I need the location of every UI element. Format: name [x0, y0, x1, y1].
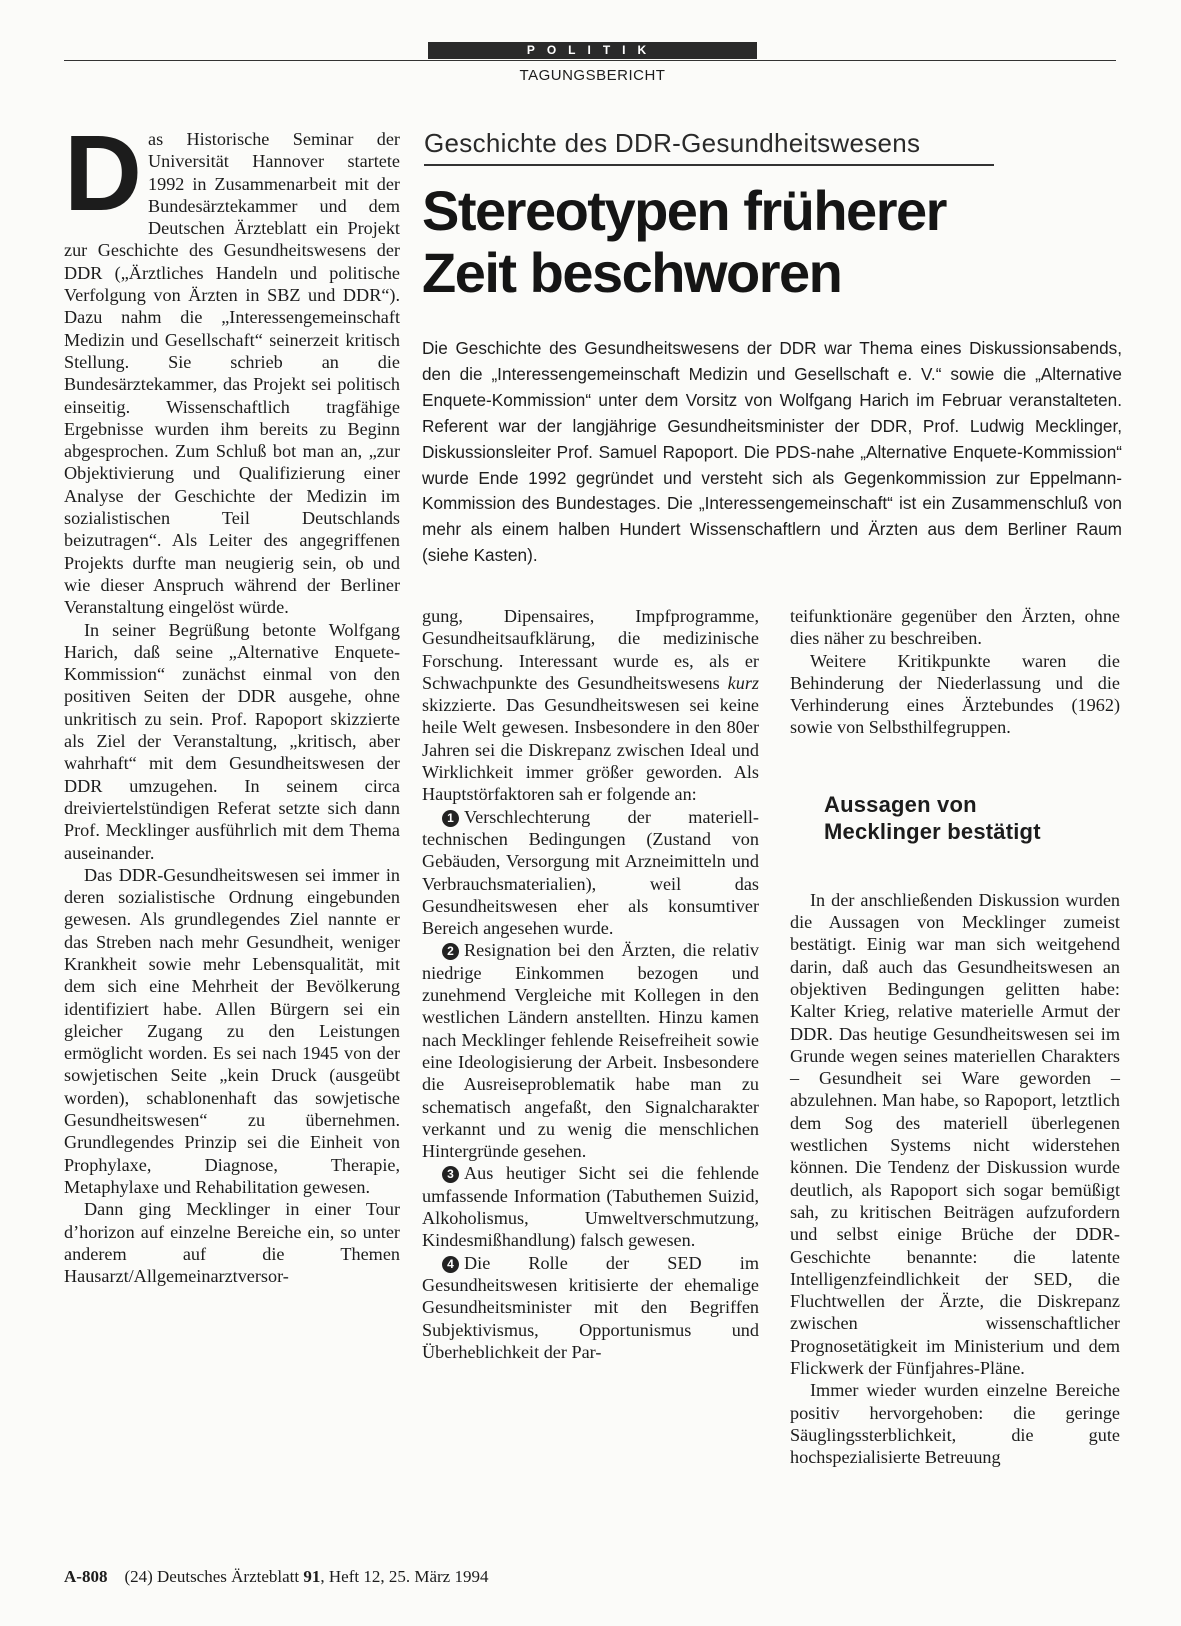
number-badge: 4 [442, 1256, 459, 1273]
paragraph: Das DDR-Gesundheitswesen sei immer in deren sozialistische Ordnung eingebunden gewesen. Als grundlegendes Ziel nannte er das Streben nach mehr Gesundheit, weniger Krankheit sowie mehr Lebensqualität, mit dem sich eine Mehrheit der Bevölkerung identifiziert habe. Allen Bürgern sei ein gleicher Zugang zu den Leistungen ermöglicht worden. Es sei nach 1945 von der sowjetischen Seite „kein Druck (ausgeübt worden), schablonenhaft das sowjetische Gesundheitswesen“ zu übernehmen. Grundlegendes Prinzip sei die Einheit von Prophylaxe, Diagnose, Therapie, Metaphylaxe und Rehabilitation gewesen. [64, 864, 400, 1197]
number-badge: 3 [442, 1166, 459, 1183]
column-1 [64, 112, 400, 1287]
drop-cap: D [64, 112, 140, 233]
number-badge: 2 [442, 943, 459, 960]
headline-line-2: Zeit beschworen [422, 241, 842, 304]
paragraph-text: skizzierte. Das Gesundheitswesen sei keine heile Welt gewesen. Insbesondere in den 80er Jahren sei die Diskrepanz zwischen Ideal und Wirklichkeit immer größer geworden. Als Hauptstörfaktoren sah er folgende an: [422, 695, 759, 805]
paragraph [422, 605, 759, 806]
subsection-label: TAGUNGSBERICHT [519, 67, 666, 84]
paragraph: In seiner Begrüßung betonte Wolfgang Harich, daß seine „Alternative Enquete-Kommission“ zunächst einmal von den positiven Seiten der DDR ausgehe, ohne unkritisch zu sein. Prof. Rapoport skizzierte als Ziel der Veranstaltung, „kritisch, aber wahrhaft“ mit dem Gesundheitswesen der DDR umzugehen. In seinem circa dreiviertelstündigen Referat setzte sich dann Prof. Mecklinger ausführlich mit dem Thema auseinander. [64, 619, 400, 863]
list-item [422, 806, 759, 940]
column-2 [422, 605, 759, 1363]
list-item [422, 1162, 759, 1251]
list-item-text: Die Rolle der SED im Gesundheitswesen kritisierte der ehemalige Gesundheitsminister mit den Begriffen Subjektivismus, Opportunismus und Überheblichkeit der Par- [422, 1252, 759, 1362]
list-item-text: Aus heutiger Sicht sei die fehlende umfassende Information (Tabuthemen Suizid, Alkoholismus, Umweltverschmutzung, Kindesmißhandlung) falsch gewesen. [422, 1163, 759, 1251]
number-badge: 1 [442, 810, 459, 827]
lead-paragraph: Die Geschichte des Gesundheitswesens der DDR war Thema eines Diskussionsabends, den die „Interessengemeinschaft Medizin und Gesellschaft e. V.“ sowie die „Alternative Enquete-Kommission“ unter dem Vorsitz von Wolfgang Harich im Februar veranstalteten. Referent war der langjährige Gesundheitsminister der DDR, Prof. Ludwig Mecklinger, Diskussionsleiter Prof. Samuel Rapoport. Die PDS-nahe „Alternative Enquete-Kommission“ wurde Ende 1992 gegründet und versteht sich als Gegenkommission zur Eppelmann-Kommission des Bundestages. Die „Interessengemeinschaft“ ist ein Zusammenschluß von mehr als einem halben Hundert Wissenschaftlern und Ärzten aus dem Berliner Raum (siehe Kasten). [422, 338, 1122, 566]
paragraph: In der anschließenden Diskussion wurden die Aussagen von Mecklinger zumeist bestätigt. Einig war man sich weitgehend darin, daß auch das Gesundheitswesen an objektiven Bedingungen gelitten habe: Kalter Krieg, relative materielle Armut der DDR. Das heutige Gesundheitswesen sei im Grunde wegen seines materiellen Charakters – Gesundheit sei Ware geworden – abzulehnen. Man habe, so Rapoport, letztlich dem Sog des materiell überlegenen westlichen Systems nicht widerstehen können. Die Tendenz der Diskussion wurde deutlich, als Rapoport sich sogar bemüßigt sah, zu kritischen Beiträgen aufzufordern und selbst einige Brüche der DDR-Geschichte benannte: die latente Intelligenzfeindlichkeit der SED, die Fluchtwellen der Ärzte, die Diskrepanz zwischen wissenschaftlicher Prognosetätigkeit im Ministerium und dem Flickwerk der Fünfjahres-Pläne. [790, 889, 1120, 1379]
page-footer [64, 1567, 488, 1587]
paragraph: Immer wieder wurden einzelne Bereiche positiv hervorgehoben: die geringe Säuglingssterblichkeit, die gute hochspezialisierte Betreuung [790, 1380, 1120, 1468]
volume: 91 [303, 1567, 321, 1586]
list-item-text: Verschlechterung der materiell-technischen Bedingungen (Zustand von Gebäuden, Versorgung mit Arzneimitteln und Verbrauchsmaterialien), weil das Gesundheitswesen eher als konsumtiver Bereich angesehen wurde. [422, 806, 759, 939]
article-kicker: Geschichte des DDR-Gesundheitswesens [424, 128, 921, 158]
paragraph: teifunktionäre gegenüber den Ärzten, ohne dies näher zu beschreiben. [790, 606, 1120, 649]
list-item-text: Resignation bei den Ärzten, die relativ niedrige Einkommen bezogen und zunehmend Vergleiche mit Kollegen in den westlichen Ländern anstellten. Hinzu kamen nach Mecklinger fehlende Reisefreiheit sowie eine Ideologisierung der Arbeit. Insbesondere die Ausreiseproblematik habe man zu schematisch angefaßt, den Signalcharakter verkannt und zu wenig die menschlichen Hintergründe gesehen. [422, 940, 759, 1162]
subheading-line-1: Aussagen von [824, 791, 977, 817]
emphasis: kurz [727, 672, 759, 693]
paragraph-text: gung, Dipensaires, Impfprogramme, Gesundheitsaufklärung, die medizinische Forschung. Interessant wurde es, als er Schwachpunkte des Gesundheitswesens [422, 606, 759, 693]
kicker-rule [424, 164, 994, 166]
paragraph [64, 112, 400, 619]
page-number: A-808 [64, 1567, 108, 1586]
subheading-line-2: Mecklinger bestätigt [824, 818, 1041, 844]
header-rule [64, 60, 1116, 61]
headline [422, 180, 1042, 304]
column-3 [790, 605, 1120, 1469]
publication-ref: (24) Deutsches Ärzteblatt [124, 1567, 300, 1586]
list-item [422, 1252, 759, 1363]
list-item [422, 939, 759, 1162]
headline-line-1: Stereotypen früherer [422, 179, 946, 242]
paragraph: Dann ging Mecklinger in einer Tour d’horizon auf einzelne Bereiche ein, so unter anderem auf die Themen Hausarzt/Allgemeinarztversor- [64, 1199, 400, 1287]
section-label: POLITIK [428, 42, 757, 59]
paragraph: Weitere Kritikpunkte waren die Behinderung der Niederlassung und die Verhinderung eines Ärztebundes (1962) sowie von Selbsthilfegruppen. [790, 650, 1120, 738]
issue-info: , Heft 12, 25. März 1994 [320, 1567, 489, 1586]
subheading [824, 791, 1120, 845]
paragraph-text: as Historische Seminar der Universität Hannover startete 1992 in Zusammenarbeit mit der Bundesärztekammer und dem Deutschen Ärzteblatt ein Projekt zur Geschichte des Gesundheitswesens der DDR („Ärztliches Handeln und politische Verfolgung von Ärzten in SBZ und DDR“). Dazu nahm die „Interessengemeinschaft Medizin und Gesellschaft“ seinerzeit kritisch Stellung. Sie schrieb an die Bundesärztekammer, das Projekt sei politisch einseitig. Wissenschaftlich tragfähige Ergebnisse wurden ihm bereits zu Beginn abgesprochen. Zum Schluß bot man an, „zur Objektivierung und Qualifizierung einer Analyse der Geschichte der Medizin im sozialistischen Teil Deutschlands beizutragen“. Als Leiter des angegriffenen Projekts durfte man neugierig sein, ob und wie dieser Anspruch während der Berliner Veranstaltung eingelöst würde. [64, 129, 400, 618]
